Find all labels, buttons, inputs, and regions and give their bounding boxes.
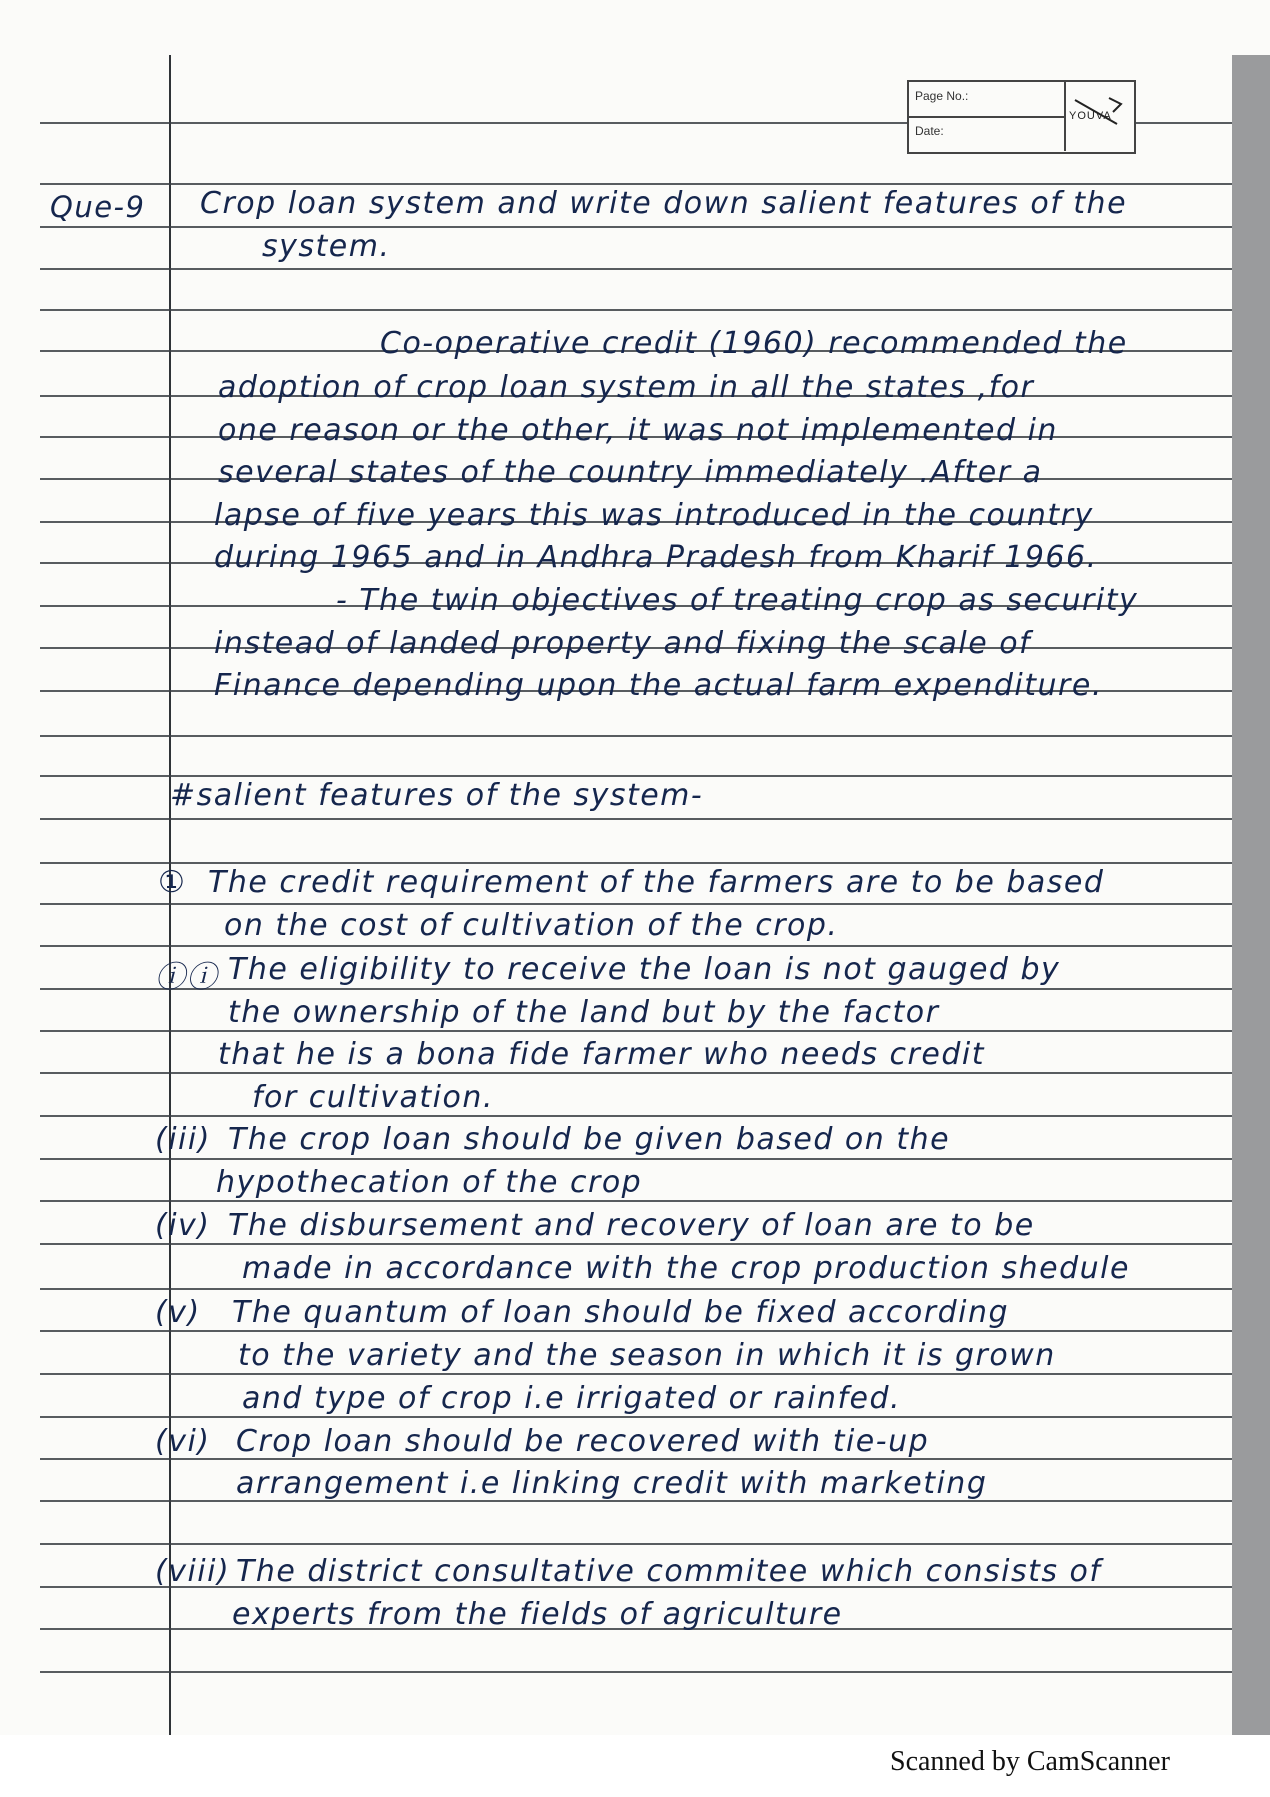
ruled-line [40, 226, 1232, 228]
feature-marker: ① [158, 865, 187, 900]
question-label: Que-9 [50, 190, 146, 224]
ruled-line [40, 1158, 1232, 1160]
feature-line: The district consultative commitee which consists of [236, 1554, 1102, 1589]
page-number-date-box [907, 80, 1136, 154]
ruled-line [40, 775, 1232, 777]
ruled-line [40, 1115, 1232, 1117]
page-number-field [909, 82, 1066, 118]
feature-line: The eligibility to receive the loan is not gauged by [228, 952, 1061, 987]
feature-line: for cultivation. [252, 1080, 494, 1115]
intro-line: Co-operative credit (1960) recommended the [380, 326, 1128, 361]
intro-line: during 1965 and in Andhra Pradesh from Kharif 1966. [214, 540, 1098, 575]
features-heading: #salient features of the system- [170, 778, 704, 813]
question-line: Crop loan system and write down salient features of the [200, 186, 1128, 221]
intro-line: Finance depending upon the actual farm expenditure. [214, 668, 1103, 703]
page-edge-shadow [1232, 55, 1270, 1735]
feature-line: The quantum of loan should be fixed according [232, 1295, 1010, 1330]
ruled-line [40, 183, 1232, 185]
date-field [909, 117, 1066, 151]
ruled-line [40, 1543, 1232, 1545]
feature-line: that he is a bona fide farmer who needs credit [218, 1037, 985, 1072]
date-label: Date: [915, 124, 944, 138]
intro-line: lapse of five years this was introduced in the country [214, 498, 1094, 533]
ruled-line [40, 1030, 1232, 1032]
ruled-line [40, 1243, 1232, 1245]
feature-line: experts from the fields of agriculture [232, 1597, 843, 1632]
ruled-line [40, 735, 1232, 737]
feature-line: The credit requirement of the farmers are to be based [208, 865, 1105, 900]
scanner-credit: Scanned by CamScanner [890, 1746, 1170, 1777]
feature-line: The disbursement and recovery of loan are to be [228, 1208, 1035, 1243]
ruled-line [40, 309, 1232, 311]
ruled-line [40, 945, 1232, 947]
intro-line: instead of landed property and fixing the scale of [214, 626, 1032, 661]
ruled-line [40, 1072, 1232, 1074]
ruled-line [40, 268, 1232, 270]
feature-line: hypothecation of the crop [216, 1165, 643, 1200]
feature-marker: (v) [155, 1295, 201, 1330]
intro-line: adoption of crop loan system in all the states ,for [218, 370, 1035, 405]
feature-marker: (iii) [155, 1122, 211, 1157]
feature-line: made in accordance with the crop production shedule [242, 1251, 1130, 1286]
feature-marker: (iv) [155, 1208, 211, 1243]
ruled-line [40, 1373, 1232, 1375]
feature-line: The crop loan should be given based on the [228, 1122, 951, 1157]
feature-line: and type of crop i.e irrigated or rainfed. [242, 1381, 902, 1416]
ruled-line [40, 1200, 1232, 1202]
ruled-line [40, 818, 1232, 820]
feature-line: Crop loan should be recovered with tie-up [236, 1424, 930, 1459]
youva-logo [1069, 90, 1125, 140]
feature-line: arrangement i.e linking credit with marketing [236, 1466, 988, 1501]
feature-marker: ⓘⓘ [155, 960, 218, 995]
ruled-line [40, 1330, 1232, 1332]
intro-line: one reason or the other, it was not implemented in [218, 413, 1058, 448]
intro-line: - The twin objectives of treating crop as security [336, 583, 1139, 618]
feature-line: to the variety and the season in which it is grown [238, 1338, 1056, 1373]
page-number-label: Page No.: [915, 89, 969, 103]
ruled-line [40, 1416, 1232, 1418]
ruled-line [40, 862, 1232, 864]
intro-line: several states of the country immediately .After a [218, 455, 1043, 490]
brand-text: YOUVA [1069, 110, 1112, 122]
feature-line: the ownership of the land but by the factor [228, 995, 940, 1030]
ruled-line [40, 1288, 1232, 1290]
ruled-line [40, 903, 1232, 905]
feature-line: on the cost of cultivation of the crop. [224, 908, 839, 943]
question-line: system. [262, 229, 391, 264]
ruled-line [40, 988, 1232, 990]
feature-marker: (vi) [155, 1424, 211, 1459]
feature-marker: (viii) [155, 1554, 231, 1589]
ruled-line [40, 1671, 1232, 1673]
